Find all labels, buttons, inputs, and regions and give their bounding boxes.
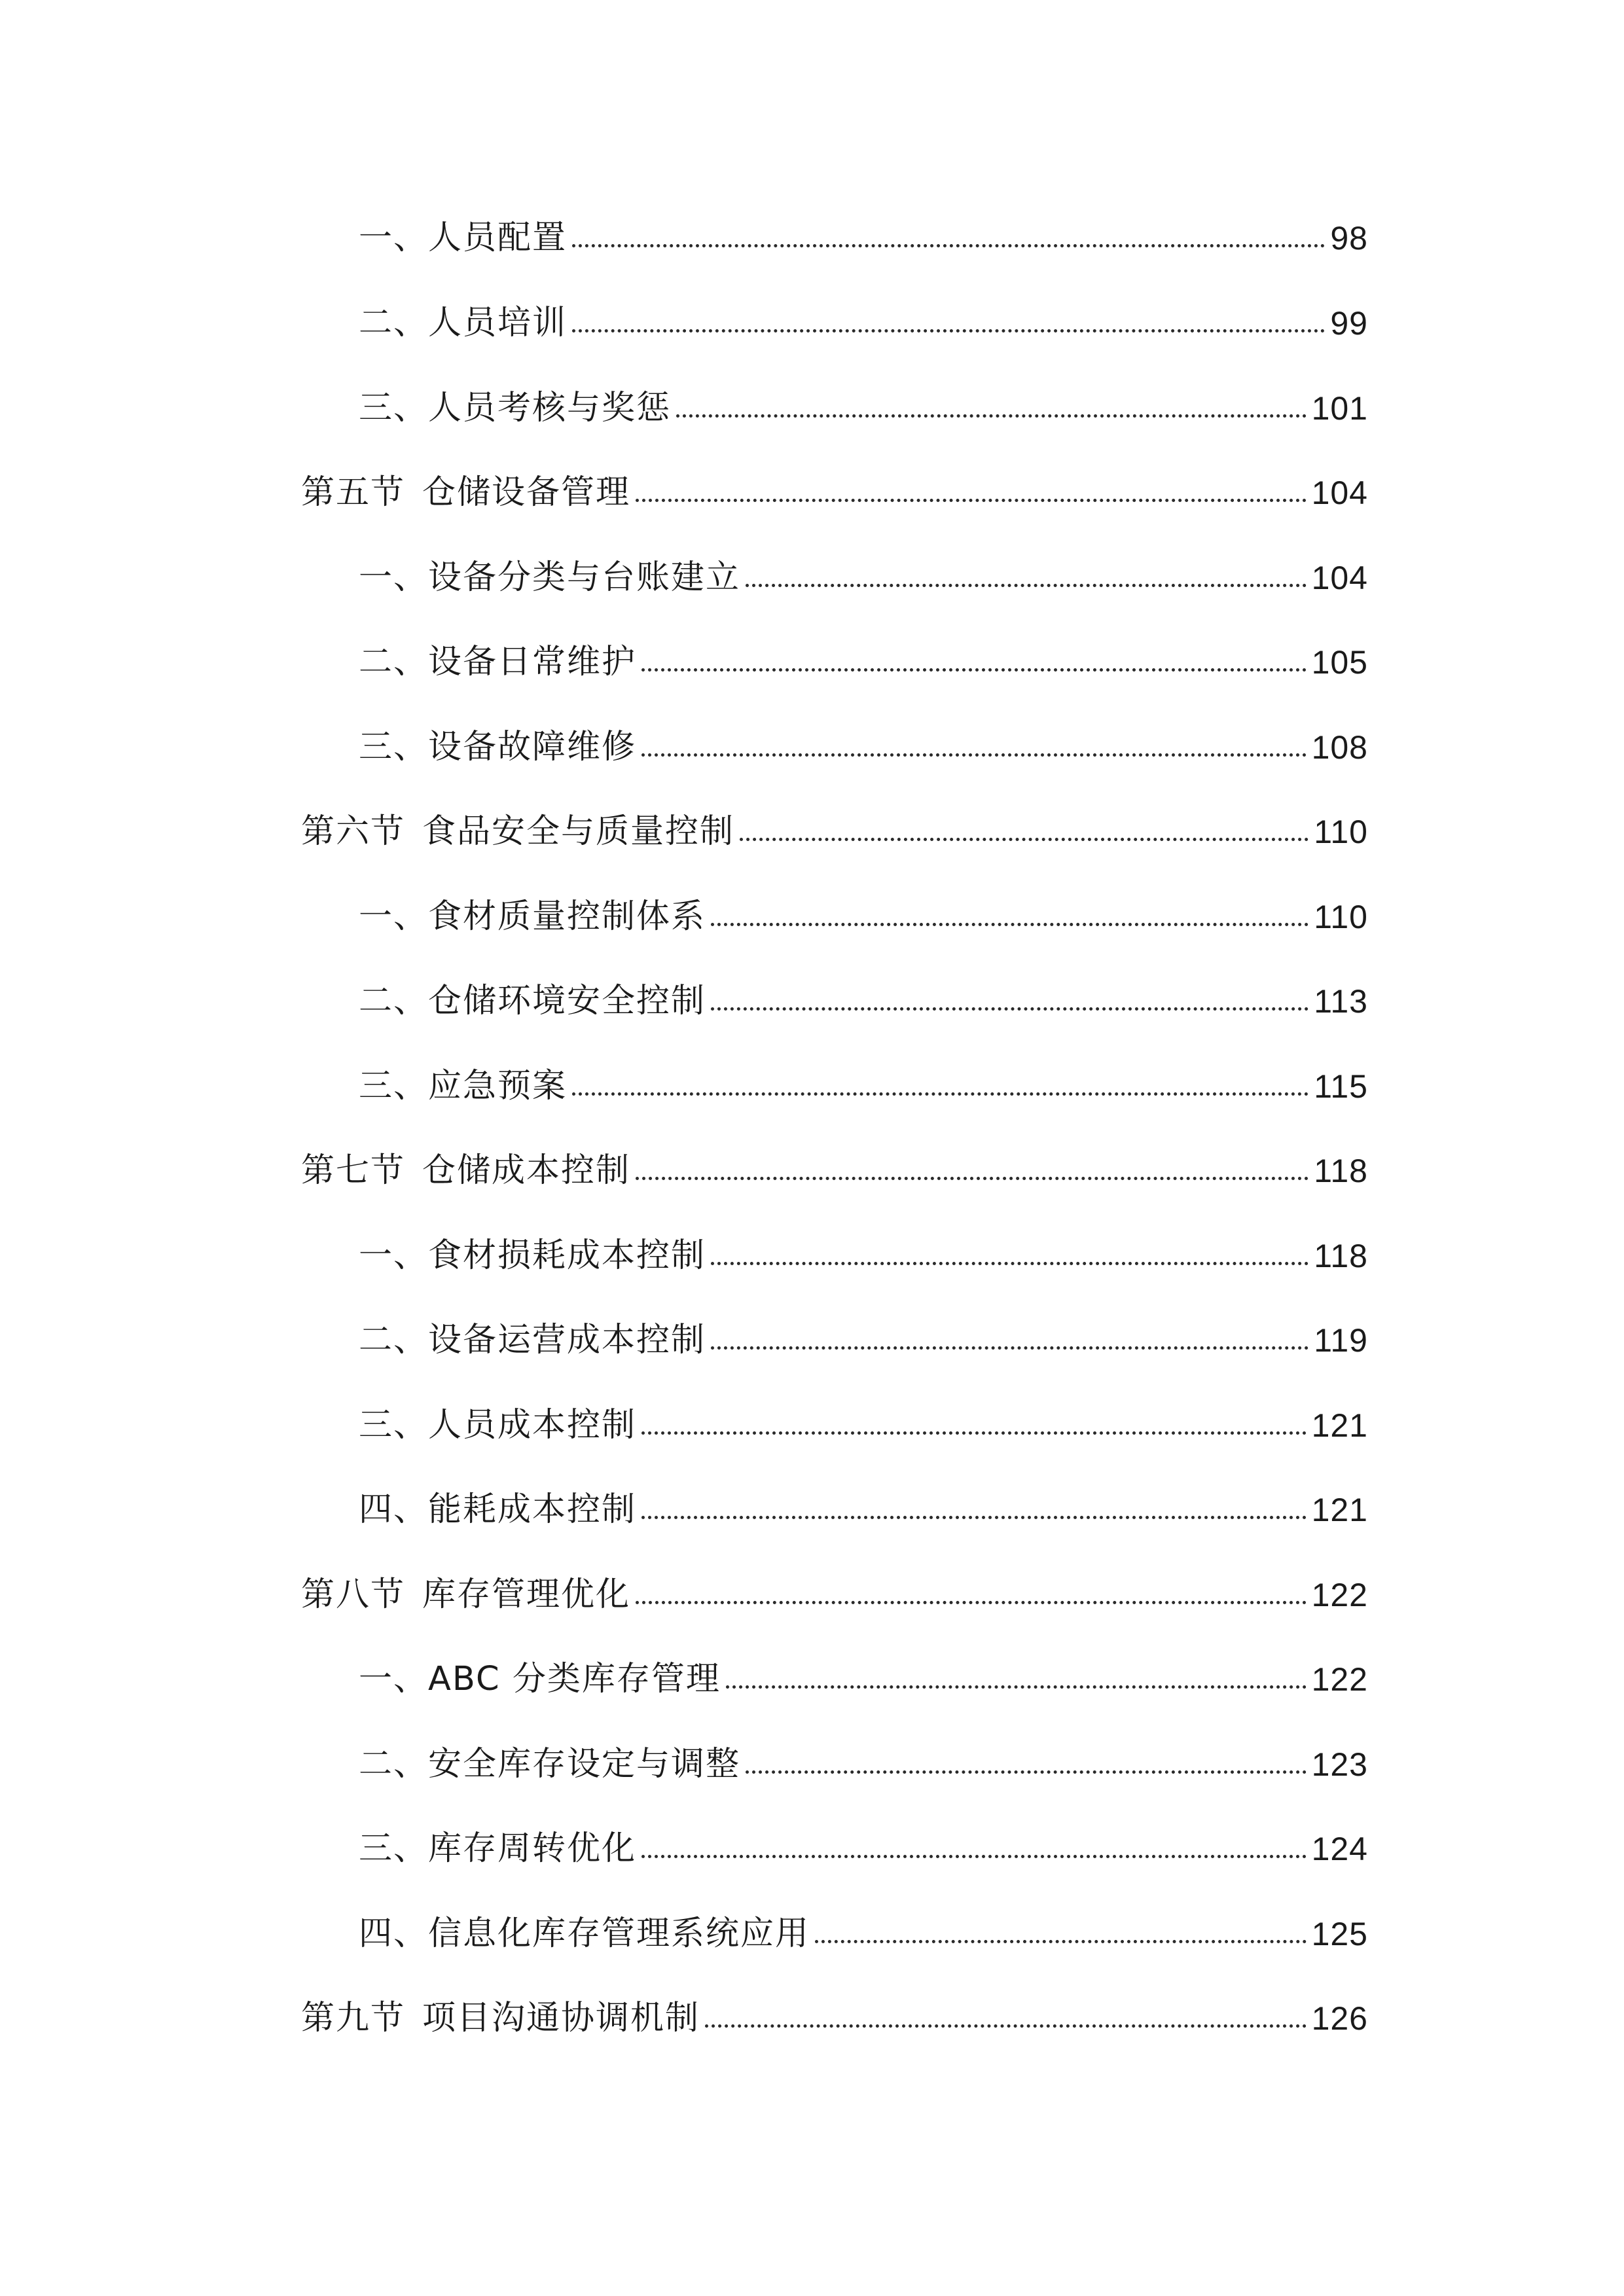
toc-entry-page-number: 113 (1314, 983, 1368, 1020)
toc-section-entry[interactable] (301, 1992, 1368, 2045)
toc-entry-prefix: 第六节 (301, 812, 406, 851)
toc-entry-prefix: 一、 (359, 558, 429, 597)
toc-entry-title: 仓储设备管理 (422, 473, 631, 512)
toc-entry-title: 项目沟通协调机制 (422, 1999, 700, 2037)
toc-section-entry[interactable] (301, 467, 1368, 519)
dot-leader (676, 414, 1307, 418)
toc-entry-prefix: 三、 (359, 1406, 429, 1444)
toc-entry-title: 库存周转优化 (428, 1829, 637, 1868)
toc-entry-page-number: 105 (1311, 644, 1368, 681)
dot-leader (815, 1940, 1307, 1943)
toc-entry-page-number: 119 (1314, 1322, 1368, 1359)
toc-entry-title: 设备故障维修 (428, 728, 637, 766)
toc-entry-prefix: 一、 (359, 1660, 429, 1698)
dot-leader (572, 244, 1325, 247)
toc-entry-title: 食品安全与质量控制 (422, 812, 735, 851)
toc-entry-page-number: 121 (1311, 1492, 1368, 1528)
toc-entry[interactable] (359, 975, 1368, 1028)
toc-entry-title: 应急预案 (428, 1067, 568, 1105)
dot-leader (641, 668, 1307, 672)
toc-entry-title: 人员考核与奖惩 (428, 389, 672, 427)
toc-entry[interactable] (359, 1653, 1368, 1706)
toc-section-entry[interactable] (301, 1145, 1368, 1197)
toc-entry-title: 食材质量控制体系 (428, 897, 706, 936)
toc-entry[interactable] (359, 1314, 1368, 1367)
toc-section-entry[interactable] (301, 806, 1368, 858)
toc-entry-prefix: 二、 (359, 982, 429, 1020)
toc-entry[interactable] (359, 721, 1368, 774)
toc-entry-prefix: 三、 (359, 728, 429, 766)
toc-entry-title: 设备运营成本控制 (428, 1321, 706, 1359)
toc-entry-page-number: 124 (1311, 1831, 1368, 1867)
toc-entry-title: 设备分类与台账建立 (428, 558, 741, 597)
dot-leader (572, 1092, 1308, 1096)
toc-entry-title: 食材损耗成本控制 (428, 1236, 706, 1275)
dot-leader (746, 584, 1307, 587)
toc-entry-prefix: 一、 (359, 1236, 429, 1275)
toc-entry-title: 安全库存设定与调整 (428, 1745, 741, 1784)
toc-entry-prefix: 三、 (359, 1067, 429, 1105)
toc-entry[interactable] (359, 891, 1368, 943)
toc-entry-page-number: 104 (1311, 475, 1368, 511)
toc-entry-page-number: 121 (1311, 1407, 1368, 1444)
toc-entry[interactable] (359, 1060, 1368, 1113)
dot-leader (641, 1516, 1307, 1519)
toc-entry[interactable] (359, 382, 1368, 435)
toc-entry-title: 人员成本控制 (428, 1406, 637, 1444)
toc-entry-page-number: 99 (1330, 305, 1368, 342)
dot-leader (746, 1770, 1307, 1774)
dot-leader (641, 1855, 1307, 1858)
toc-entry-page-number: 115 (1314, 1068, 1368, 1105)
toc-entry[interactable] (359, 1908, 1368, 1960)
toc-entry-page-number: 104 (1311, 560, 1368, 596)
toc-entry-page-number: 118 (1314, 1153, 1368, 1189)
toc-entry[interactable] (359, 636, 1368, 689)
toc-entry[interactable] (359, 1823, 1368, 1875)
toc-entry-title: 人员培训 (428, 304, 568, 342)
toc-entry-prefix: 第八节 (301, 1575, 406, 1614)
toc-entry[interactable] (359, 552, 1368, 604)
toc-entry-page-number: 101 (1311, 390, 1368, 427)
toc-entry-page-number: 118 (1314, 1238, 1368, 1274)
toc-entry-title: 人员配置 (428, 219, 568, 257)
toc-entry-page-number: 125 (1311, 1916, 1368, 1952)
toc-entry-prefix: 二、 (359, 1321, 429, 1359)
dot-leader (726, 1685, 1307, 1689)
toc-entry[interactable] (359, 297, 1368, 350)
toc-entry-title: 库存管理优化 (422, 1575, 631, 1614)
toc-entry-prefix: 第九节 (301, 1999, 406, 2037)
toc-entry-prefix: 一、 (359, 219, 429, 257)
dot-leader (636, 499, 1307, 502)
toc-entry-title: 信息化库存管理系统应用 (428, 1914, 810, 1953)
dot-leader (636, 1601, 1307, 1604)
toc-entry-page-number: 98 (1330, 220, 1368, 257)
toc-entry-page-number: 110 (1314, 899, 1368, 935)
toc-section-entry[interactable] (301, 1569, 1368, 1621)
dot-leader (740, 838, 1308, 841)
toc-entry-page-number: 108 (1311, 729, 1368, 766)
dot-leader (572, 329, 1325, 332)
toc-entry-prefix: 三、 (359, 1829, 429, 1868)
toc-entry-title: 设备日常维护 (428, 643, 637, 681)
dot-leader (711, 923, 1308, 926)
toc-entry-page-number: 110 (1314, 814, 1368, 850)
toc-entry-title: 仓储环境安全控制 (428, 982, 706, 1020)
toc-entry-prefix: 三、 (359, 389, 429, 427)
toc-entry-title: 仓储成本控制 (422, 1151, 631, 1190)
toc-entry-prefix: 一、 (359, 897, 429, 936)
toc-entry-title: 能耗成本控制 (428, 1490, 637, 1529)
dot-leader (711, 1262, 1308, 1265)
dot-leader (641, 753, 1307, 757)
toc-entry[interactable] (359, 212, 1368, 264)
toc-entry[interactable] (359, 1484, 1368, 1536)
toc-entry[interactable] (359, 1738, 1368, 1791)
toc-entry-prefix: 第五节 (301, 473, 406, 512)
toc-entry-prefix: 四、 (359, 1914, 429, 1953)
dot-leader (636, 1177, 1308, 1180)
toc-entry-title: ABC 分类库存管理 (428, 1660, 721, 1698)
toc-entry-prefix: 四、 (359, 1490, 429, 1529)
toc-entry[interactable] (359, 1230, 1368, 1282)
toc-entry-page-number: 126 (1311, 2000, 1368, 2037)
toc-entry-prefix: 二、 (359, 643, 429, 681)
dot-leader (641, 1431, 1307, 1435)
dot-leader (711, 1346, 1308, 1350)
dot-leader (705, 2024, 1307, 2028)
toc-entry-prefix: 二、 (359, 304, 429, 342)
toc-entry[interactable] (359, 1399, 1368, 1452)
toc-entry-prefix: 二、 (359, 1745, 429, 1784)
toc-entry-page-number: 123 (1311, 1746, 1368, 1783)
dot-leader (711, 1007, 1308, 1011)
toc-entry-prefix: 第七节 (301, 1151, 406, 1190)
toc-entry-page-number: 122 (1311, 1661, 1368, 1698)
toc-entry-page-number: 122 (1311, 1577, 1368, 1613)
